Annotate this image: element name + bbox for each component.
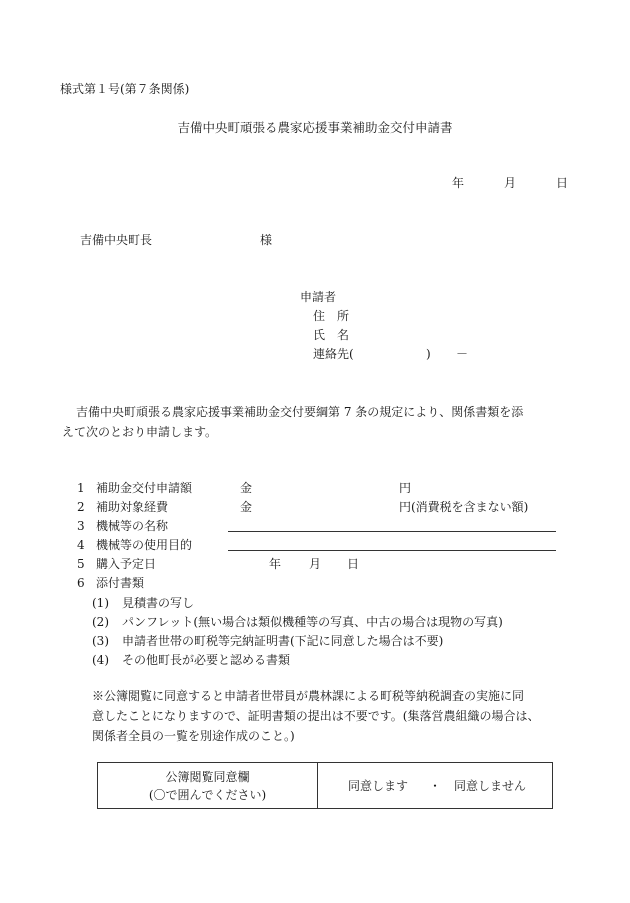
item-number: 4 (77, 538, 85, 552)
consent-label-cell (98, 763, 318, 808)
purchase-month: 月 (309, 557, 322, 571)
machine-name-underline (228, 531, 556, 532)
applicant-contact-close: ) (426, 347, 431, 361)
item-suffix: 円(消費税を含まない額) (399, 500, 529, 514)
consent-choice-cell (318, 763, 552, 808)
item-number: 5 (77, 557, 85, 571)
purchase-year: 年 (269, 557, 282, 571)
note-line-3: 関係者全員の一覧を別途作成のこと。) (92, 729, 295, 743)
attachment-number: (1) (92, 596, 109, 610)
consent-label: 公簿閲覧同意欄 (165, 770, 250, 784)
date-month: 月 (504, 176, 517, 190)
consent-separator: ・ (429, 779, 442, 793)
item-label: 補助金交付申請額 (96, 481, 193, 495)
item-label: 購入予定日 (96, 557, 157, 571)
addressee-honorific: 様 (260, 233, 273, 247)
attachment-number: (2) (92, 615, 109, 629)
applicant-address-label: 住 所 (313, 309, 350, 323)
item-label: 補助対象経費 (96, 500, 169, 514)
note-line-2: 意したことになりますので、証明書類の提出は不要です。(集落営農組織の場合は、 (92, 709, 540, 723)
consent-table (97, 762, 553, 809)
attachment-number: (4) (92, 653, 109, 667)
purchase-day: 日 (347, 557, 360, 571)
item-label: 添付書類 (96, 576, 145, 590)
attachment-text: パンフレット(無い場合は類似機種等の写真、中古の場合は現物の写真) (122, 615, 503, 629)
applicant-contact-label: 連絡先( (313, 347, 354, 361)
date-year: 年 (452, 176, 465, 190)
item-suffix: 円 (399, 481, 412, 495)
attachment-text: 申請者世帯の町税等完納証明書(下記に同意した場合は不要) (122, 634, 444, 648)
intro-line-2: えて次のとおり申請します。 (62, 425, 218, 439)
addressee-name: 吉備中央町長 (80, 233, 153, 247)
consent-agree-option[interactable]: 同意します (348, 779, 409, 793)
consent-disagree-option[interactable]: 同意しません (454, 779, 527, 793)
item-prefix: 金 (240, 500, 253, 514)
form-number: 様式第１号(第７条関係) (60, 82, 190, 96)
machine-purpose-underline (228, 550, 556, 551)
item-label: 機械等の名称 (96, 519, 169, 533)
page-title: 吉備中央町頑張る農家応援事業補助金交付申請書 (177, 120, 453, 135)
applicant-name-label: 氏 名 (313, 328, 350, 342)
item-number: 2 (77, 500, 85, 514)
intro-line-1: 吉備中央町頑張る農家応援事業補助金交付要綱第 7 条の規定により、関係書類を添 (76, 405, 524, 419)
item-prefix: 金 (240, 481, 253, 495)
attachment-text: その他町長が必要と認める書類 (122, 653, 291, 667)
note-line-1: ※公簿閲覧に同意すると申請者世帯員が農林課による町税等納税調査の実施に同 (92, 689, 525, 703)
applicant-contact-dash: － (456, 347, 469, 361)
date-day: 日 (556, 176, 569, 190)
consent-instruction: (〇で囲んでください) (148, 788, 267, 802)
item-label: 機械等の使用目的 (96, 538, 193, 552)
applicant-heading: 申請者 (300, 290, 337, 304)
item-number: 3 (77, 519, 85, 533)
item-number: 6 (77, 576, 85, 590)
item-number: 1 (77, 481, 85, 495)
attachment-number: (3) (92, 634, 109, 648)
attachment-text: 見積書の写し (122, 596, 195, 610)
